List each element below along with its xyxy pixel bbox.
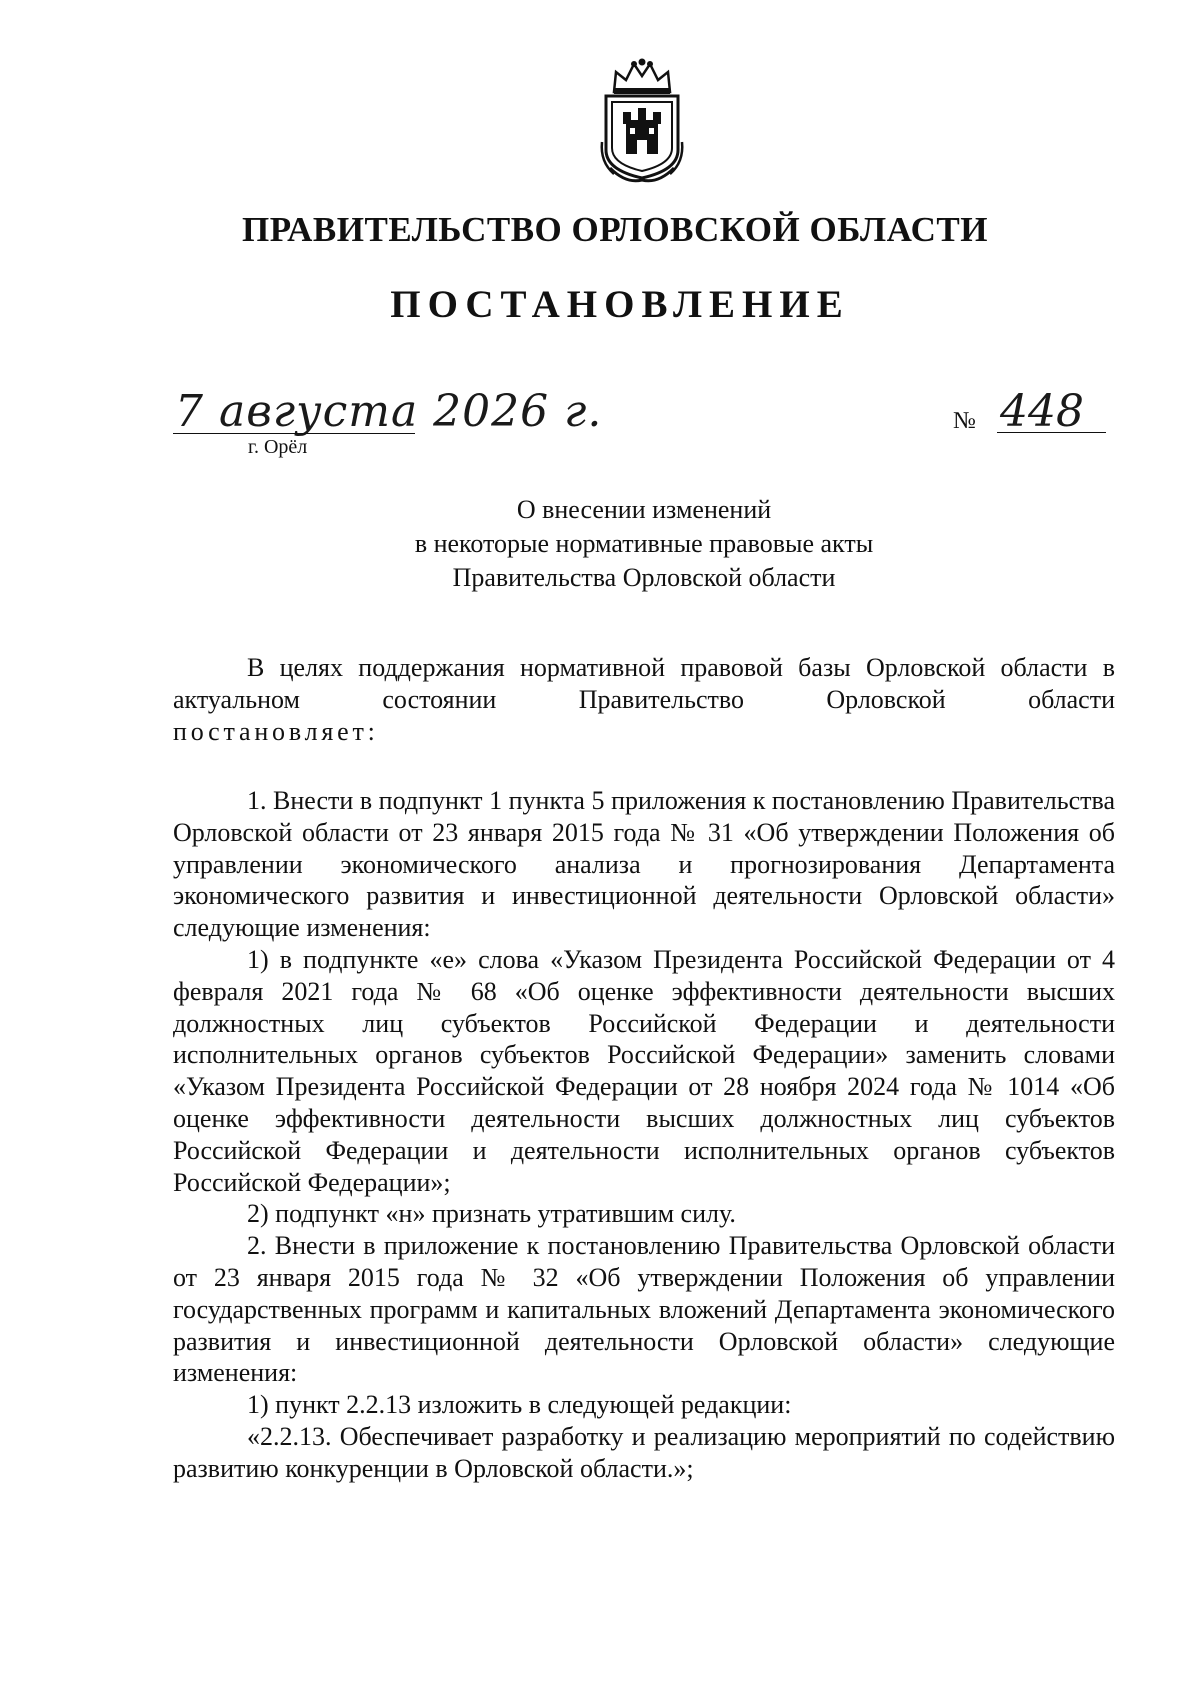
preamble-text: В целях поддержания нормативной правовой базы Орловской области в актуальном состоянии Правительство Орловской области (173, 653, 1115, 714)
coat-of-arms-icon (596, 58, 688, 186)
paragraph: 1. Внести в подпункт 1 пункта 5 приложения к постановлению Правительства Орловской области от 23 января 2015 года № 31 «Об утверждении Положения об управлении экономического анализа и прогнозирования Департамента экономического развития и инвестиционной деятельности Орловской области» следующие изменения: (173, 786, 1115, 943)
resolves-word: постановляет: (173, 716, 379, 746)
document-type-title: ПОСТАНОВЛЕНИЕ (390, 283, 850, 326)
decree-body (173, 785, 1115, 1485)
city-label: г. Орёл (248, 436, 308, 458)
paragraph: 2. Внести в приложение к постановлению Правительства Орловской области от 23 января 2015 года № 32 «Об утверждении Положения об управлении государственных программ и капитальных вложений Департамента экономического развития и инвестиционной деятельности Орловской области» следующие изменения: (173, 1231, 1115, 1388)
paragraph: «2.2.13. Обеспечивает разработку и реализацию мероприятий по содействию развитию конкуренции в Орловской области.»; (173, 1421, 1115, 1483)
date-underline (173, 433, 415, 434)
paragraph: 1) пункт 2.2.13 изложить в следующей редакции: (247, 1390, 792, 1420)
paragraph: 2) подпункт «н» признать утратившим силу. (247, 1199, 736, 1229)
preamble (173, 652, 1115, 747)
handwritten-date: 7 августа 2026 г. (175, 386, 603, 437)
subject-line: в некоторые нормативные правовые акты (414, 529, 874, 558)
government-title: ПРАВИТЕЛЬСТВО ОРЛОВСКОЙ ОБЛАСТИ (242, 210, 988, 249)
document-subject (0, 493, 1200, 595)
number-label: № (953, 408, 976, 434)
paragraph: 1) в подпункте «е» слова «Указом Президента Российской Федерации от 4 февраля 2021 года № 68 «Об оценке эффективности деятельности высших должностных лиц субъектов Российской Федерации и деятельности исполнительных органов субъектов Российской Федерации» заменить словами «Указом Президента Российской Федерации от 28 ноября 2024 года № 1014 «Об оценке эффективности деятельности высших должностных лиц субъектов Российской Федерации и деятельности исполнительных органов субъектов Российской Федерации»; (173, 944, 1115, 1197)
number-underline (997, 432, 1106, 433)
handwritten-number: 448 (1000, 386, 1084, 437)
subject-line: Правительства Орловской области (452, 563, 836, 592)
subject-line: О внесении изменений (516, 495, 772, 524)
